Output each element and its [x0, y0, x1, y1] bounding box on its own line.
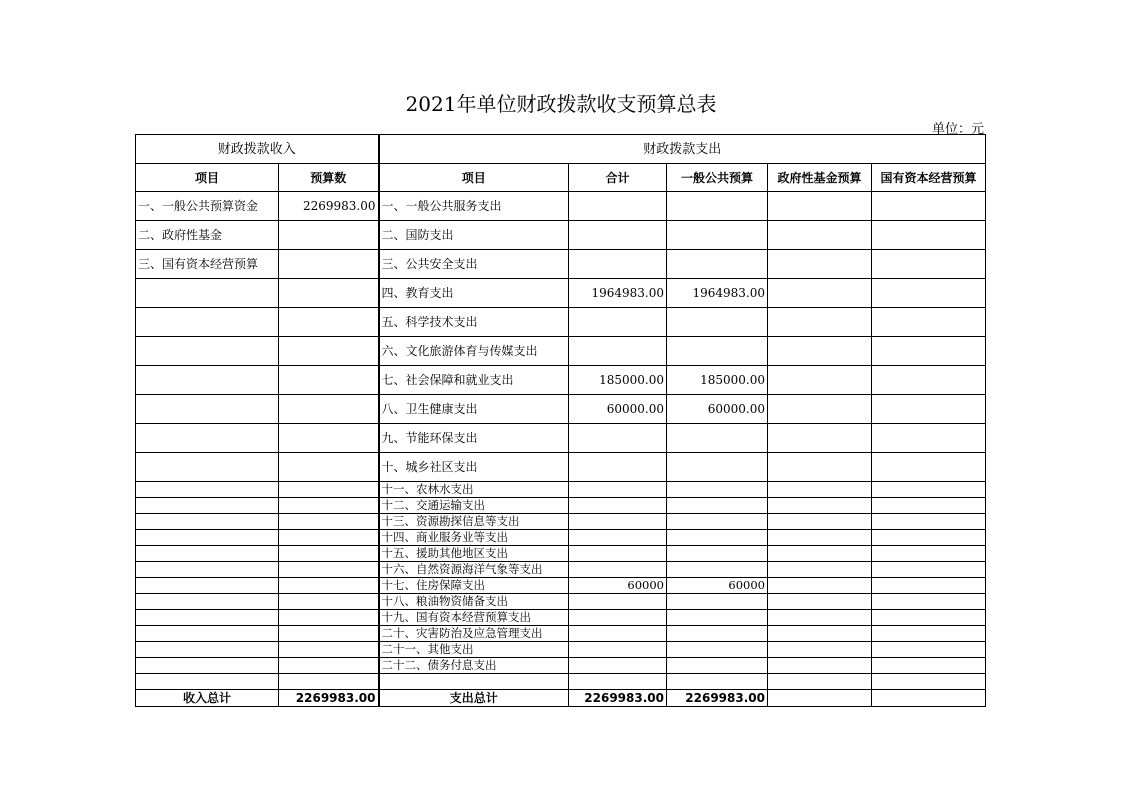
cell-state-capital: [872, 626, 986, 642]
cell-expense-item: 三、公共安全支出: [379, 250, 569, 279]
cell-gov-fund: [768, 594, 872, 610]
cell-gov-fund: [768, 424, 872, 453]
cell-income-item: [136, 514, 279, 530]
cell-income-amount: [279, 366, 379, 395]
cell-expense-item: 十四、商业服务业等支出: [379, 530, 569, 546]
cell-income-amount: [279, 482, 379, 498]
cell-total: [569, 530, 667, 546]
cell-income-amount: [279, 308, 379, 337]
cell-gov-fund: [768, 546, 872, 562]
cell-expense-item: 九、节能环保支出: [379, 424, 569, 453]
col-header-state-capital: 国有资本经营预算: [872, 164, 986, 192]
col-header-expense-item: 项目: [379, 164, 569, 192]
column-header-row: [136, 164, 986, 192]
cell-expense-item: 二十二、债务付息支出: [379, 658, 569, 674]
table-row: [136, 594, 986, 610]
cell-total: [569, 424, 667, 453]
table-row: [136, 546, 986, 562]
table-row: [136, 658, 986, 674]
state-capital-total: [872, 690, 986, 707]
cell-expense-item: 十二、交通运输支出: [379, 498, 569, 514]
cell-expense-item: 一、一般公共服务支出: [379, 192, 569, 221]
cell-income-item: [136, 562, 279, 578]
cell-income-item: [136, 395, 279, 424]
table-row: [136, 562, 986, 578]
cell-expense-item: 二十、灾害防治及应急管理支出: [379, 626, 569, 642]
cell-total: 60000.00: [569, 395, 667, 424]
cell-expense-item: 十七、住房保障支出: [379, 578, 569, 594]
cell-expense-item: 十、城乡社区支出: [379, 453, 569, 482]
cell-total: [569, 626, 667, 642]
cell-income-amount: 2269983.00: [279, 192, 379, 221]
cell-income-item: [136, 594, 279, 610]
cell-income-amount: [279, 530, 379, 546]
table-row: [136, 610, 986, 626]
cell-state-capital: [872, 308, 986, 337]
cell-state-capital: [872, 221, 986, 250]
col-header-gov-fund: 政府性基金预算: [768, 164, 872, 192]
cell-state-capital: [872, 642, 986, 658]
cell-general-budget: [667, 424, 768, 453]
income-group-header: 财政拨款收入: [136, 135, 379, 164]
cell-general-budget: [667, 610, 768, 626]
cell-income-item: [136, 453, 279, 482]
cell-total: [569, 498, 667, 514]
cell-state-capital: [872, 424, 986, 453]
cell-gov-fund: [768, 658, 872, 674]
table-row: [136, 514, 986, 530]
cell-general-budget: [667, 626, 768, 642]
cell-gov-fund: [768, 578, 872, 594]
col-header-income-amount: 预算数: [279, 164, 379, 192]
cell-income-item: [136, 308, 279, 337]
cell-state-capital: [872, 395, 986, 424]
cell-gov-fund: [768, 610, 872, 626]
table-row: [136, 642, 986, 658]
cell-income-item: [136, 366, 279, 395]
cell-income-item: [136, 642, 279, 658]
cell-income-amount: [279, 395, 379, 424]
cell-gov-fund: [768, 674, 872, 690]
cell-state-capital: [872, 578, 986, 594]
cell-general-budget: [667, 642, 768, 658]
general-budget-total: 2269983.00: [667, 690, 768, 707]
cell-income-amount: [279, 337, 379, 366]
cell-total: [569, 658, 667, 674]
cell-state-capital: [872, 658, 986, 674]
cell-general-budget: [667, 546, 768, 562]
table-row: [136, 578, 986, 594]
table-row: [136, 279, 986, 308]
cell-income-amount: [279, 250, 379, 279]
cell-expense-item: 二十一、其他支出: [379, 642, 569, 658]
cell-total: [569, 674, 667, 690]
cell-state-capital: [872, 674, 986, 690]
cell-total: [569, 308, 667, 337]
income-total-amount: 2269983.00: [279, 690, 379, 707]
table-row: [136, 221, 986, 250]
cell-income-item: 二、政府性基金: [136, 221, 279, 250]
cell-gov-fund: [768, 514, 872, 530]
cell-income-item: [136, 482, 279, 498]
cell-total: [569, 192, 667, 221]
cell-state-capital: [872, 498, 986, 514]
cell-expense-item: 十八、粮油物资储备支出: [379, 594, 569, 610]
cell-income-item: 一、一般公共预算资金: [136, 192, 279, 221]
cell-total: [569, 514, 667, 530]
table-row: [136, 674, 986, 690]
cell-income-item: [136, 424, 279, 453]
cell-expense-item: 十六、自然资源海洋气象等支出: [379, 562, 569, 578]
table-row: [136, 192, 986, 221]
cell-total: 1964983.00: [569, 279, 667, 308]
cell-income-item: [136, 530, 279, 546]
cell-general-budget: [667, 308, 768, 337]
col-header-total: 合计: [569, 164, 667, 192]
cell-general-budget: [667, 482, 768, 498]
cell-income-amount: [279, 279, 379, 308]
cell-state-capital: [872, 279, 986, 308]
cell-income-amount: [279, 562, 379, 578]
expense-total-label: 支出总计: [379, 690, 569, 707]
cell-general-budget: [667, 562, 768, 578]
cell-total: 185000.00: [569, 366, 667, 395]
cell-state-capital: [872, 337, 986, 366]
table-row: [136, 424, 986, 453]
cell-gov-fund: [768, 366, 872, 395]
cell-state-capital: [872, 594, 986, 610]
cell-expense-item: 八、卫生健康支出: [379, 395, 569, 424]
cell-income-item: [136, 626, 279, 642]
table-row: [136, 395, 986, 424]
table-row: [136, 308, 986, 337]
table-row: [136, 337, 986, 366]
cell-state-capital: [872, 482, 986, 498]
cell-general-budget: [667, 221, 768, 250]
cell-gov-fund: [768, 279, 872, 308]
cell-total: [569, 546, 667, 562]
cell-state-capital: [872, 453, 986, 482]
cell-expense-item: 十九、国有资本经营预算支出: [379, 610, 569, 626]
cell-total: [569, 562, 667, 578]
cell-state-capital: [872, 562, 986, 578]
cell-general-budget: 185000.00: [667, 366, 768, 395]
cell-state-capital: [872, 366, 986, 395]
cell-expense-item: 十五、援助其他地区支出: [379, 546, 569, 562]
cell-gov-fund: [768, 642, 872, 658]
cell-total: [569, 221, 667, 250]
cell-income-item: [136, 610, 279, 626]
cell-income-item: [136, 546, 279, 562]
table-row: [136, 453, 986, 482]
cell-income-amount: [279, 610, 379, 626]
cell-general-budget: [667, 337, 768, 366]
cell-income-amount: [279, 658, 379, 674]
cell-expense-item: 五、科学技术支出: [379, 308, 569, 337]
col-header-general-budget: 一般公共预算: [667, 164, 768, 192]
cell-income-amount: [279, 642, 379, 658]
gov-fund-total: [768, 690, 872, 707]
cell-gov-fund: [768, 482, 872, 498]
cell-income-item: [136, 674, 279, 690]
cell-income-amount: [279, 674, 379, 690]
cell-income-item: [136, 498, 279, 514]
cell-expense-item: 二、国防支出: [379, 221, 569, 250]
cell-general-budget: [667, 514, 768, 530]
cell-total: 60000: [569, 578, 667, 594]
unit-label: 单位：元: [931, 122, 984, 137]
cell-state-capital: [872, 546, 986, 562]
cell-general-budget: [667, 530, 768, 546]
cell-total: [569, 482, 667, 498]
cell-general-budget: [667, 498, 768, 514]
cell-expense-item: 七、社会保障和就业支出: [379, 366, 569, 395]
cell-income-item: [136, 279, 279, 308]
table-row: [136, 530, 986, 546]
cell-expense-item: 四、教育支出: [379, 279, 569, 308]
cell-income-amount: [279, 578, 379, 594]
cell-income-amount: [279, 221, 379, 250]
cell-expense-item: 十一、农林水支出: [379, 482, 569, 498]
cell-general-budget: [667, 674, 768, 690]
cell-income-amount: [279, 498, 379, 514]
cell-income-item: [136, 337, 279, 366]
cell-state-capital: [872, 514, 986, 530]
cell-general-budget: 60000.00: [667, 395, 768, 424]
cell-gov-fund: [768, 453, 872, 482]
cell-general-budget: 1964983.00: [667, 279, 768, 308]
col-header-income-item: 项目: [136, 164, 279, 192]
cell-gov-fund: [768, 337, 872, 366]
cell-total: [569, 250, 667, 279]
cell-expense-item: 六、文化旅游体育与传媒支出: [379, 337, 569, 366]
cell-income-item: [136, 658, 279, 674]
cell-expense-item: 十三、资源勘探信息等支出: [379, 514, 569, 530]
cell-state-capital: [872, 192, 986, 221]
cell-gov-fund: [768, 221, 872, 250]
table-row: [136, 482, 986, 498]
table-row: [136, 498, 986, 514]
cell-income-amount: [279, 626, 379, 642]
cell-total: [569, 610, 667, 626]
cell-total: [569, 594, 667, 610]
cell-total: [569, 453, 667, 482]
income-total-label: 收入总计: [136, 690, 279, 707]
cell-gov-fund: [768, 530, 872, 546]
cell-income-amount: [279, 453, 379, 482]
cell-gov-fund: [768, 192, 872, 221]
cell-gov-fund: [768, 498, 872, 514]
group-header-row: [136, 135, 986, 164]
cell-gov-fund: [768, 562, 872, 578]
cell-income-amount: [279, 424, 379, 453]
cell-state-capital: [872, 610, 986, 626]
cell-general-budget: [667, 250, 768, 279]
cell-general-budget: 60000: [667, 578, 768, 594]
cell-general-budget: [667, 192, 768, 221]
table-row: [136, 626, 986, 642]
table-row: [136, 250, 986, 279]
cell-income-amount: [279, 594, 379, 610]
cell-total: [569, 337, 667, 366]
page-title: 2021年单位财政拨款收支预算总表: [405, 92, 717, 116]
cell-gov-fund: [768, 308, 872, 337]
cell-income-amount: [279, 514, 379, 530]
cell-income-item: 三、国有资本经营预算: [136, 250, 279, 279]
expense-group-header: 财政拨款支出: [379, 135, 986, 164]
cell-gov-fund: [768, 250, 872, 279]
cell-income-amount: [279, 546, 379, 562]
cell-expense-item: [379, 674, 569, 690]
cell-general-budget: [667, 453, 768, 482]
expense-total: 2269983.00: [569, 690, 667, 707]
cell-gov-fund: [768, 395, 872, 424]
totals-row: [136, 690, 986, 707]
budget-table: [135, 134, 986, 707]
cell-gov-fund: [768, 626, 872, 642]
cell-income-item: [136, 578, 279, 594]
cell-general-budget: [667, 658, 768, 674]
cell-general-budget: [667, 594, 768, 610]
cell-total: [569, 642, 667, 658]
cell-state-capital: [872, 530, 986, 546]
cell-state-capital: [872, 250, 986, 279]
table-row: [136, 366, 986, 395]
